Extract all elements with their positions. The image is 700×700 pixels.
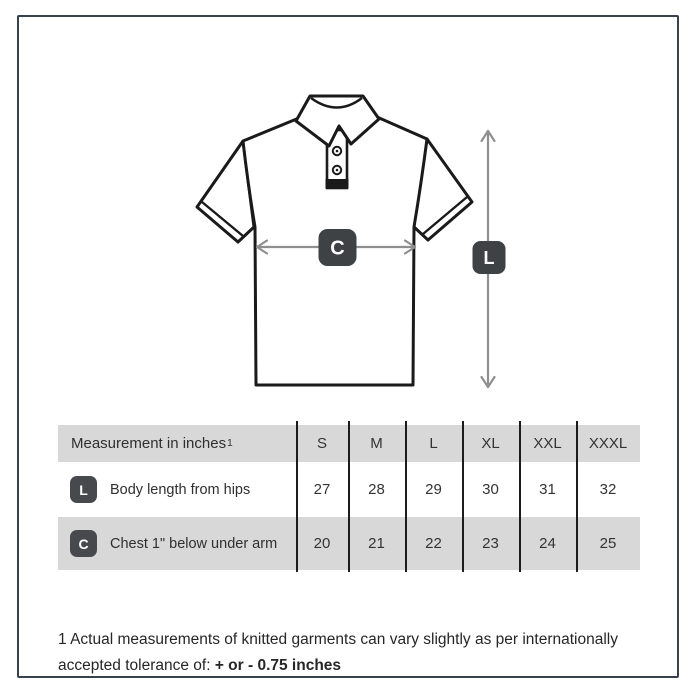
table-column-line (405, 421, 407, 572)
table-column-line (462, 421, 464, 572)
value-cell: 23 (482, 535, 499, 552)
row-label: Chest 1" below under arm (110, 535, 278, 552)
value-cell: 25 (599, 535, 617, 552)
value-cell: 28 (368, 481, 385, 498)
footnote-marker: 1 (227, 438, 233, 449)
row-label-cell (58, 530, 296, 557)
size-column-header: L (429, 435, 438, 452)
row-label: Body length from hips (110, 481, 251, 498)
value-cell: 20 (313, 535, 331, 552)
measurement-unit-label: Measurement in inches (71, 435, 227, 452)
size-column-header: XL (481, 435, 500, 452)
table-column-line (348, 421, 350, 572)
length-badge-label: L (483, 248, 495, 268)
value-cell: 27 (313, 481, 331, 498)
footnote-text: 1 Actual measurements of knitted garments can vary slightly as per internationally accepted tolerance of: (58, 630, 618, 674)
value-cell: 31 (539, 481, 556, 498)
size-column-header: XXXL (588, 435, 628, 452)
table-column-line (296, 421, 298, 572)
value-cell: 32 (599, 481, 617, 498)
size-column-header: S (316, 435, 327, 452)
table-column-line (576, 421, 578, 572)
chest-badge-small: C (70, 530, 97, 557)
table-column-line (519, 421, 521, 572)
value-cell: 21 (368, 535, 385, 552)
measurement-unit-header (58, 435, 296, 452)
value-cell: 30 (482, 481, 499, 498)
placket-bottom-bar (326, 179, 349, 188)
value-cell: 22 (425, 535, 442, 552)
size-column-header: M (370, 435, 383, 452)
chest-badge-label: C (330, 237, 345, 260)
row-label-cell (58, 476, 296, 503)
length-badge-small: L (70, 476, 97, 503)
tolerance-footnote (58, 627, 624, 679)
value-cell: 29 (425, 481, 442, 498)
size-column-header: XXL (533, 435, 562, 452)
footnote-bold-text: + or - 0.75 inches (214, 656, 342, 674)
value-cell: 24 (539, 535, 556, 552)
